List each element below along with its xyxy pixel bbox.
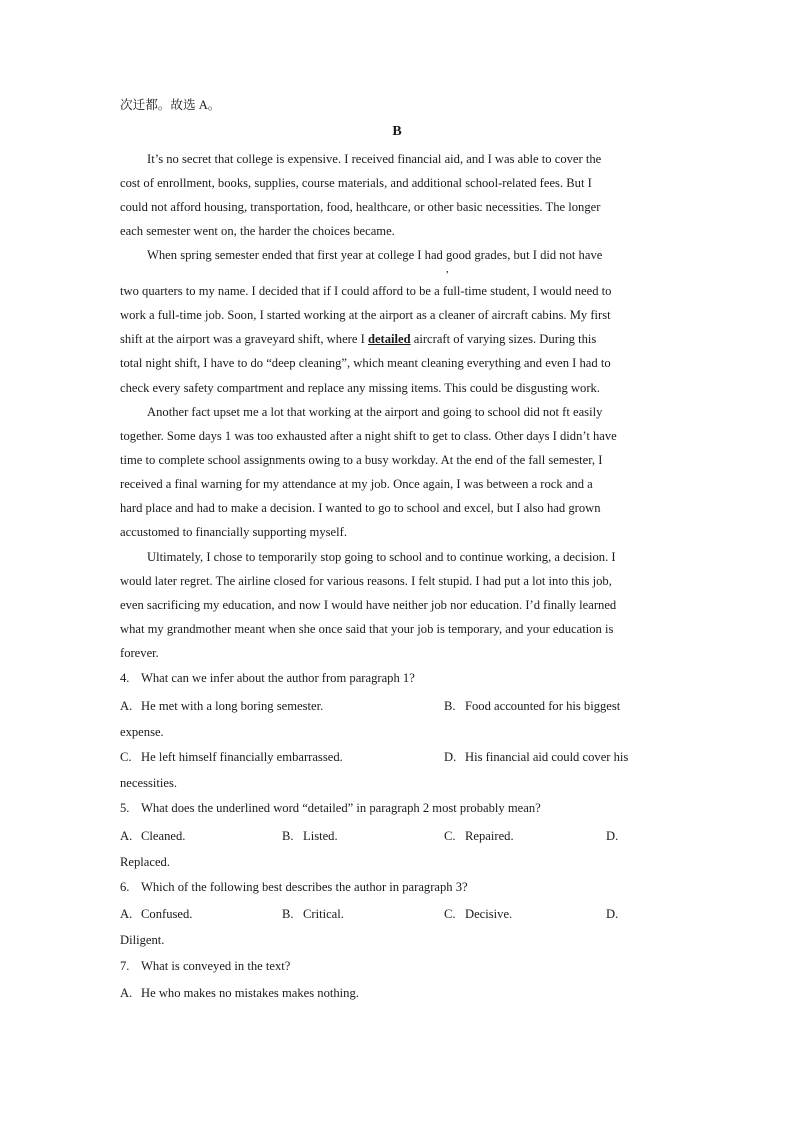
passage-line: together. Some days 1 was too exhausted after a night shift to get to class. Other days I didn’t have <box>120 429 617 443</box>
option-label: A. <box>120 829 133 843</box>
passage-line-with-underline <box>120 331 596 347</box>
passage-line: cost of enrollment, books, supplies, course materials, and additional school-related fees. But I <box>120 176 592 190</box>
passage-line: time to complete school assignments owing to a busy workday. At the end of the fall semester, I <box>120 453 603 467</box>
option-text: Critical. <box>303 907 344 921</box>
option-label: A. <box>120 907 133 921</box>
option-d[interactable] <box>606 906 627 922</box>
option-c[interactable] <box>444 906 512 922</box>
option-d[interactable] <box>444 749 628 765</box>
option-label: D. <box>444 750 457 764</box>
passage-line: even sacrificing my education, and now I would have neither job nor education. I’d finally learned <box>120 598 617 612</box>
question-number: 5. <box>120 801 130 815</box>
option-d[interactable] <box>606 828 627 844</box>
passage-line: work a full-time job. Soon, I started working at the airport as a cleaner of aircraft cabins. My first <box>120 308 611 322</box>
question-5 <box>120 800 541 816</box>
option-text: His financial aid could cover his <box>465 750 629 764</box>
passage-line: It’s no secret that college is expensive. I received financial aid, and I was able to cover the <box>147 152 602 166</box>
passage-line: Ultimately, I chose to temporarily stop going to school and to continue working, a decision. I <box>147 550 616 564</box>
passage-line: hard place and had to make a decision. I wanted to go to school and excel, but I also had grown <box>120 501 601 515</box>
passage-line: When spring semester ended that first year at college I had good grades, but I did not have <box>147 248 603 262</box>
option-b[interactable] <box>282 828 338 844</box>
question-number: 7. <box>120 959 130 973</box>
option-label: C. <box>120 750 132 764</box>
option-text: He met with a long boring semester. <box>141 699 324 713</box>
option-label: A. <box>120 986 133 1000</box>
option-b[interactable] <box>282 906 344 922</box>
option-label: D. <box>606 907 619 921</box>
passage-line: accustomed to financially supporting myself. <box>120 525 347 539</box>
option-a[interactable] <box>120 698 323 714</box>
question-stem: What can we infer about the author from paragraph 1? <box>141 671 415 685</box>
option-text: Confused. <box>141 907 193 921</box>
question-6 <box>120 879 468 895</box>
option-text: He left himself financially embarrassed. <box>141 750 343 764</box>
option-a[interactable] <box>120 828 185 844</box>
option-text: Repaired. <box>465 829 514 843</box>
option-label: B. <box>444 699 456 713</box>
underline-before: shift at the airport was a graveyard shift, where I <box>120 332 368 346</box>
option-label: B. <box>282 907 294 921</box>
passage-line: would later regret. The airline closed for various reasons. I felt stupid. I had put a lot into this job, <box>120 574 612 588</box>
passage-line: check every safety compartment and replace any missing items. This could be disgusting work. <box>120 381 600 395</box>
passage-line: total night shift, I have to do “deep cleaning”, which meant cleaning everything and even I had to <box>120 356 611 370</box>
underline-after: aircraft of varying sizes. During this <box>410 332 597 346</box>
option-d-wrap: Replaced. <box>120 855 170 869</box>
option-text: Food accounted for his biggest <box>465 699 621 713</box>
question-stem: What is conveyed in the text? <box>141 959 291 973</box>
option-text: Listed. <box>303 829 338 843</box>
passage-line: two quarters to my name. I decided that if I could afford to be a full-time student, I would need to <box>120 284 612 298</box>
stray-comma: , <box>446 263 449 275</box>
question-stem: What does the underlined word “detailed” in paragraph 2 most probably mean? <box>141 801 541 815</box>
option-text: Decisive. <box>465 907 513 921</box>
option-label: C. <box>444 829 456 843</box>
passage-line: received a final warning for my attendance at my job. Once again, I was between a rock and a <box>120 477 593 491</box>
option-c[interactable] <box>444 828 514 844</box>
question-7 <box>120 958 290 974</box>
passage-line: could not afford housing, transportation, food, healthcare, or other basic necessities. The longer <box>120 200 601 214</box>
option-b-wrap: expense. <box>120 725 164 739</box>
option-c[interactable] <box>120 749 343 765</box>
option-label: C. <box>444 907 456 921</box>
option-label: B. <box>282 829 294 843</box>
passage-line: Another fact upset me a lot that working at the airport and going to school did not ft easily <box>147 405 603 419</box>
question-number: 4. <box>120 671 130 685</box>
option-a[interactable] <box>120 985 359 1001</box>
option-text: He who makes no mistakes makes nothing. <box>141 986 359 1000</box>
option-b[interactable] <box>444 698 620 714</box>
option-text: Cleaned. <box>141 829 186 843</box>
passage-line: what my grandmother meant when she once said that your job is temporary, and your education is <box>120 622 614 636</box>
question-number: 6. <box>120 880 130 894</box>
passage-line: forever. <box>120 646 159 660</box>
option-label: D. <box>606 829 619 843</box>
option-a[interactable] <box>120 906 192 922</box>
passage-line: each semester went on, the harder the choices became. <box>120 224 395 238</box>
section-label: B <box>392 124 402 139</box>
option-d-wrap: necessities. <box>120 776 178 790</box>
underlined-word: detailed <box>367 332 411 346</box>
option-label: A. <box>120 699 133 713</box>
previous-answer-tail: 次迁都。故选 A。 <box>120 98 221 112</box>
question-stem: Which of the following best describes the author in paragraph 3? <box>141 880 468 894</box>
question-4 <box>120 670 415 686</box>
option-d-wrap: Diligent. <box>120 933 165 947</box>
